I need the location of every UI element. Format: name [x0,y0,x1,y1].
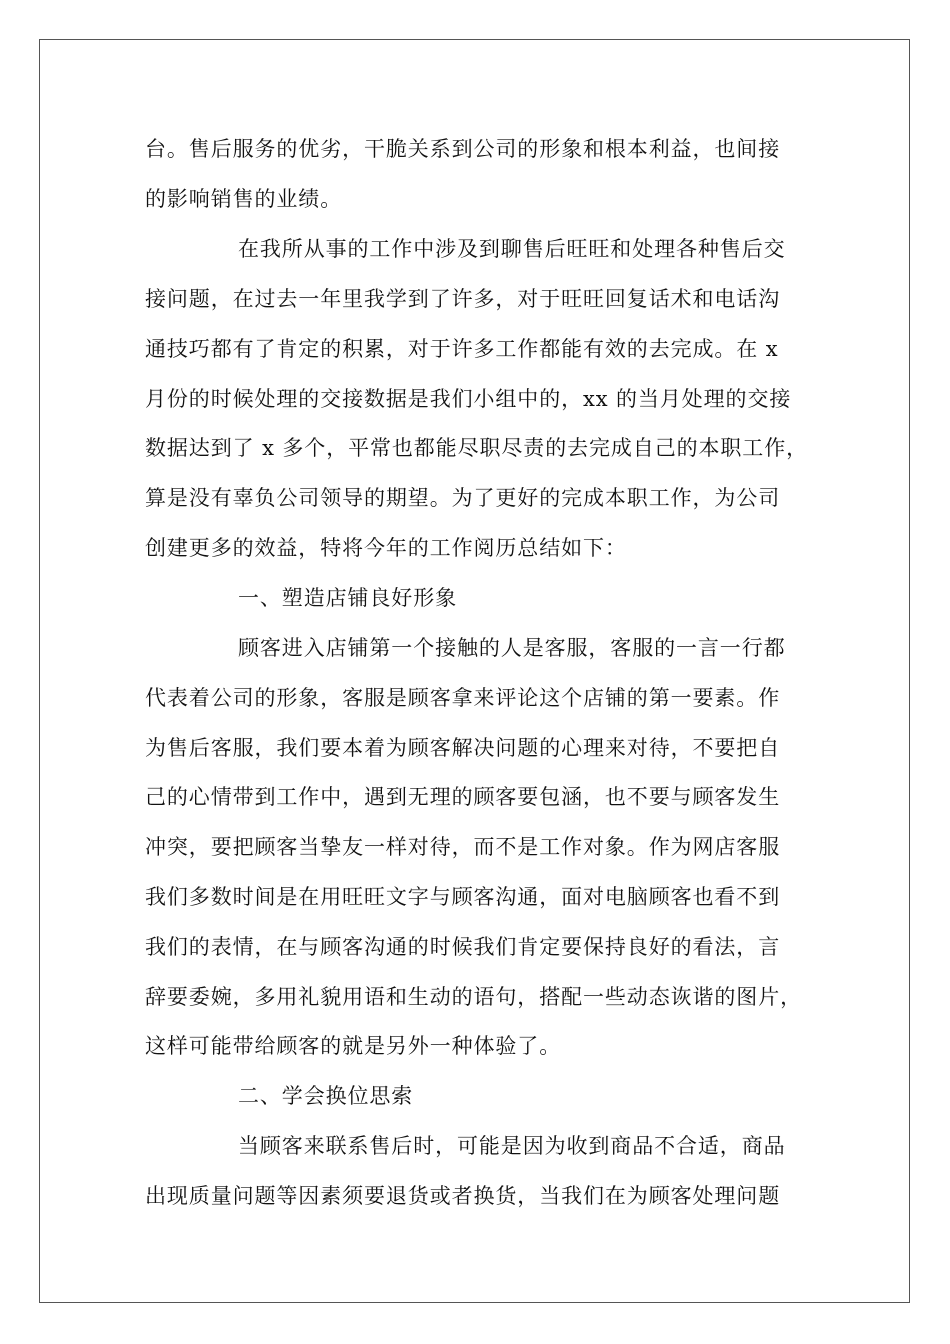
text-line: 创建更多的效益，特将今年的工作阅历总结如下： [145,536,627,560]
text-line: 的影响销售的业绩。 [145,187,343,211]
text-line: 接问题，在过去一年里我学到了许多，对于旺旺回复话术和电话沟 [145,287,781,311]
text-line: 己的心情带到工作中，遇到无理的顾客要包涵，也不要与顾客发生 [145,785,781,809]
text-line: 出现质量问题等因素须要退货或者换货，当我们在为顾客处理问题 [145,1184,781,1208]
text-line: 代表着公司的形象，客服是顾客拿来评论这个店铺的第一要素。作 [145,686,781,710]
text-line: 冲突，要把顾客当挚友一样对待，而不是工作对象。作为网店客服 [145,835,781,859]
text-line: 我们的表情，在与顾客沟通的时候我们肯定要保持良好的看法，言 [145,935,781,959]
text-line: 通技巧都有了肯定的积累，对于许多工作都能有效的去完成。在 x [145,337,779,361]
text-line: 台。售后服务的优劣，干脆关系到公司的形象和根本利益，也间接 [145,137,781,161]
text-line: 为售后客服，我们要本着为顾客解决问题的心理来对待，不要把自 [145,736,781,760]
paragraph-start-line: 在我所从事的工作中涉及到聊售后旺旺和处理各种售后交 [238,237,786,261]
text-line: 月份的时候处理的交接数据是我们小组中的，xx 的当月处理的交接 [145,387,792,411]
text-line: 算是没有辜负公司领导的期望。为了更好的完成本职工作，为公司 [145,486,781,510]
paragraph-start-line: 当顾客来联系售后时，可能是因为收到商品不合适，商品 [238,1134,786,1158]
section-heading: 一、塑造店铺良好形象 [238,586,457,610]
section-heading: 二、学会换位思索 [238,1084,414,1108]
text-line: 我们多数时间是在用旺旺文字与顾客沟通，面对电脑顾客也看不到 [145,885,781,909]
paragraph-start-line: 顾客进入店铺第一个接触的人是客服，客服的一言一行都 [238,636,786,660]
text-line: 辞要委婉，多用礼貌用语和生动的语句，搭配一些动态诙谐的图片， [145,985,802,1009]
text-line: 数据达到了 x 多个，平常也都能尽职尽责的去完成自己的本职工作， [145,436,808,460]
text-line: 这样可能带给顾客的就是另外一种体验了。 [145,1034,562,1058]
